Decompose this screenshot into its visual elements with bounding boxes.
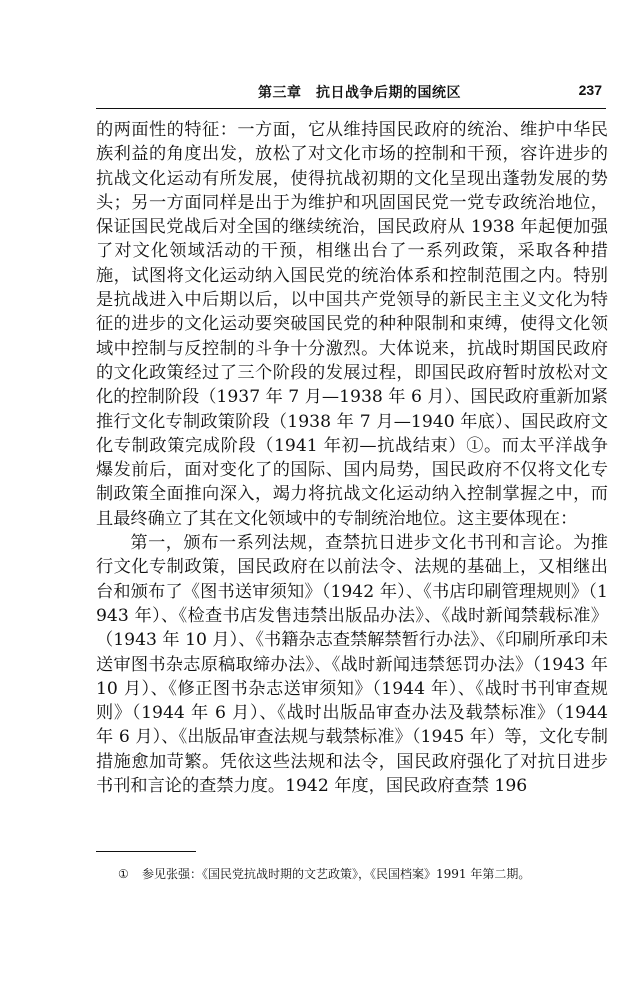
footnote bbox=[96, 866, 608, 882]
footnote-mark: ① bbox=[118, 867, 129, 881]
running-header bbox=[96, 82, 604, 108]
body-text bbox=[96, 118, 608, 798]
header-rule bbox=[96, 108, 606, 109]
footnote-rule bbox=[96, 851, 196, 852]
page-number: 237 bbox=[578, 82, 602, 98]
chapter-title: 第三章 抗日战争后期的国统区 bbox=[258, 85, 461, 101]
footnote-text: 参见张强：《国民党抗战时期的文艺政策》，《民国档案》1991 年第二期。 bbox=[142, 867, 531, 881]
paragraph-continued: 的两面性的特征：一方面，它从维持国民政府的统治、维护中华民族利益的角度出发，放松了对文化市场的控制和干预，容许进步的抗战文化运动有所发展，使得抗战初期的文化呈现出蓬勃发展的势头；另一方面同样是出于为维护和巩固国民党一党专政统治地位，保证国民党战后对全国的继续统治，国民政府从 1938 年起便加强了对文化领域活动的干预，相继出台了一系列政策，采取各种措施，试图将文化运动纳入国民党的统治体系和控制范围之内。特别是抗战进入中后期以后，以中国共产党领导的新民主主义文化为特征的进步的文化运动要突破国民党的种种限制和束缚，使得文化领域中控制与反控制的斗争十分激烈。大体说来，抗战时期国民政府的文化政策经过了三个阶段的发展过程，即国民政府暂时放松对文化的控制阶段（1937 年 7 月—1938 年 6 月）、国民政府重新加紧推行文化专制政策阶段（1938 年 7 月—1940 年底）、国民政府文化专制政策完成阶段（1941 年初—抗战结束）①。而太平洋战争爆发前后，面对变化了的国际、国内局势，国民政府不仅将文化专制政策全面推向深入，竭力将抗战文化运动纳入控制掌握之中，而且最终确立了其在文化领域中的专制统治地位。这主要体现在： bbox=[96, 120, 608, 529]
paragraph: 第一，颁布一系列法规，查禁抗日进步文化书刊和言论。为推行文化专制政策，国民政府在以前法令、法规的基础上，又相继出台和颁布了《图书送审须知》（1942 年）、《书店印刷管理规则》（1943 年）、《检查书店发售违禁出版品办法》、《战时新闻禁载标准》（1943 年 10 月）、《书籍杂志查禁解禁暂行办法》、《印刷所承印未送审图书杂志原稿取缔办法》、《战时新闻违禁惩罚办法》（1943 年 10 月）、《修正图书杂志送审须知》（1944 年）、《战时书刊审查规则》（1944 年 6 月）、《战时出版品审查办法及载禁标准》（1944 年 6 月）、《出版品审查法规与载禁标准》（1945 年）等，文化专制措施愈加苛繁。凭依这些法规和法令，国民政府强化了对抗日进步书刊和言论的查禁力度。1942 年度，国民政府查禁 196 bbox=[96, 533, 608, 797]
